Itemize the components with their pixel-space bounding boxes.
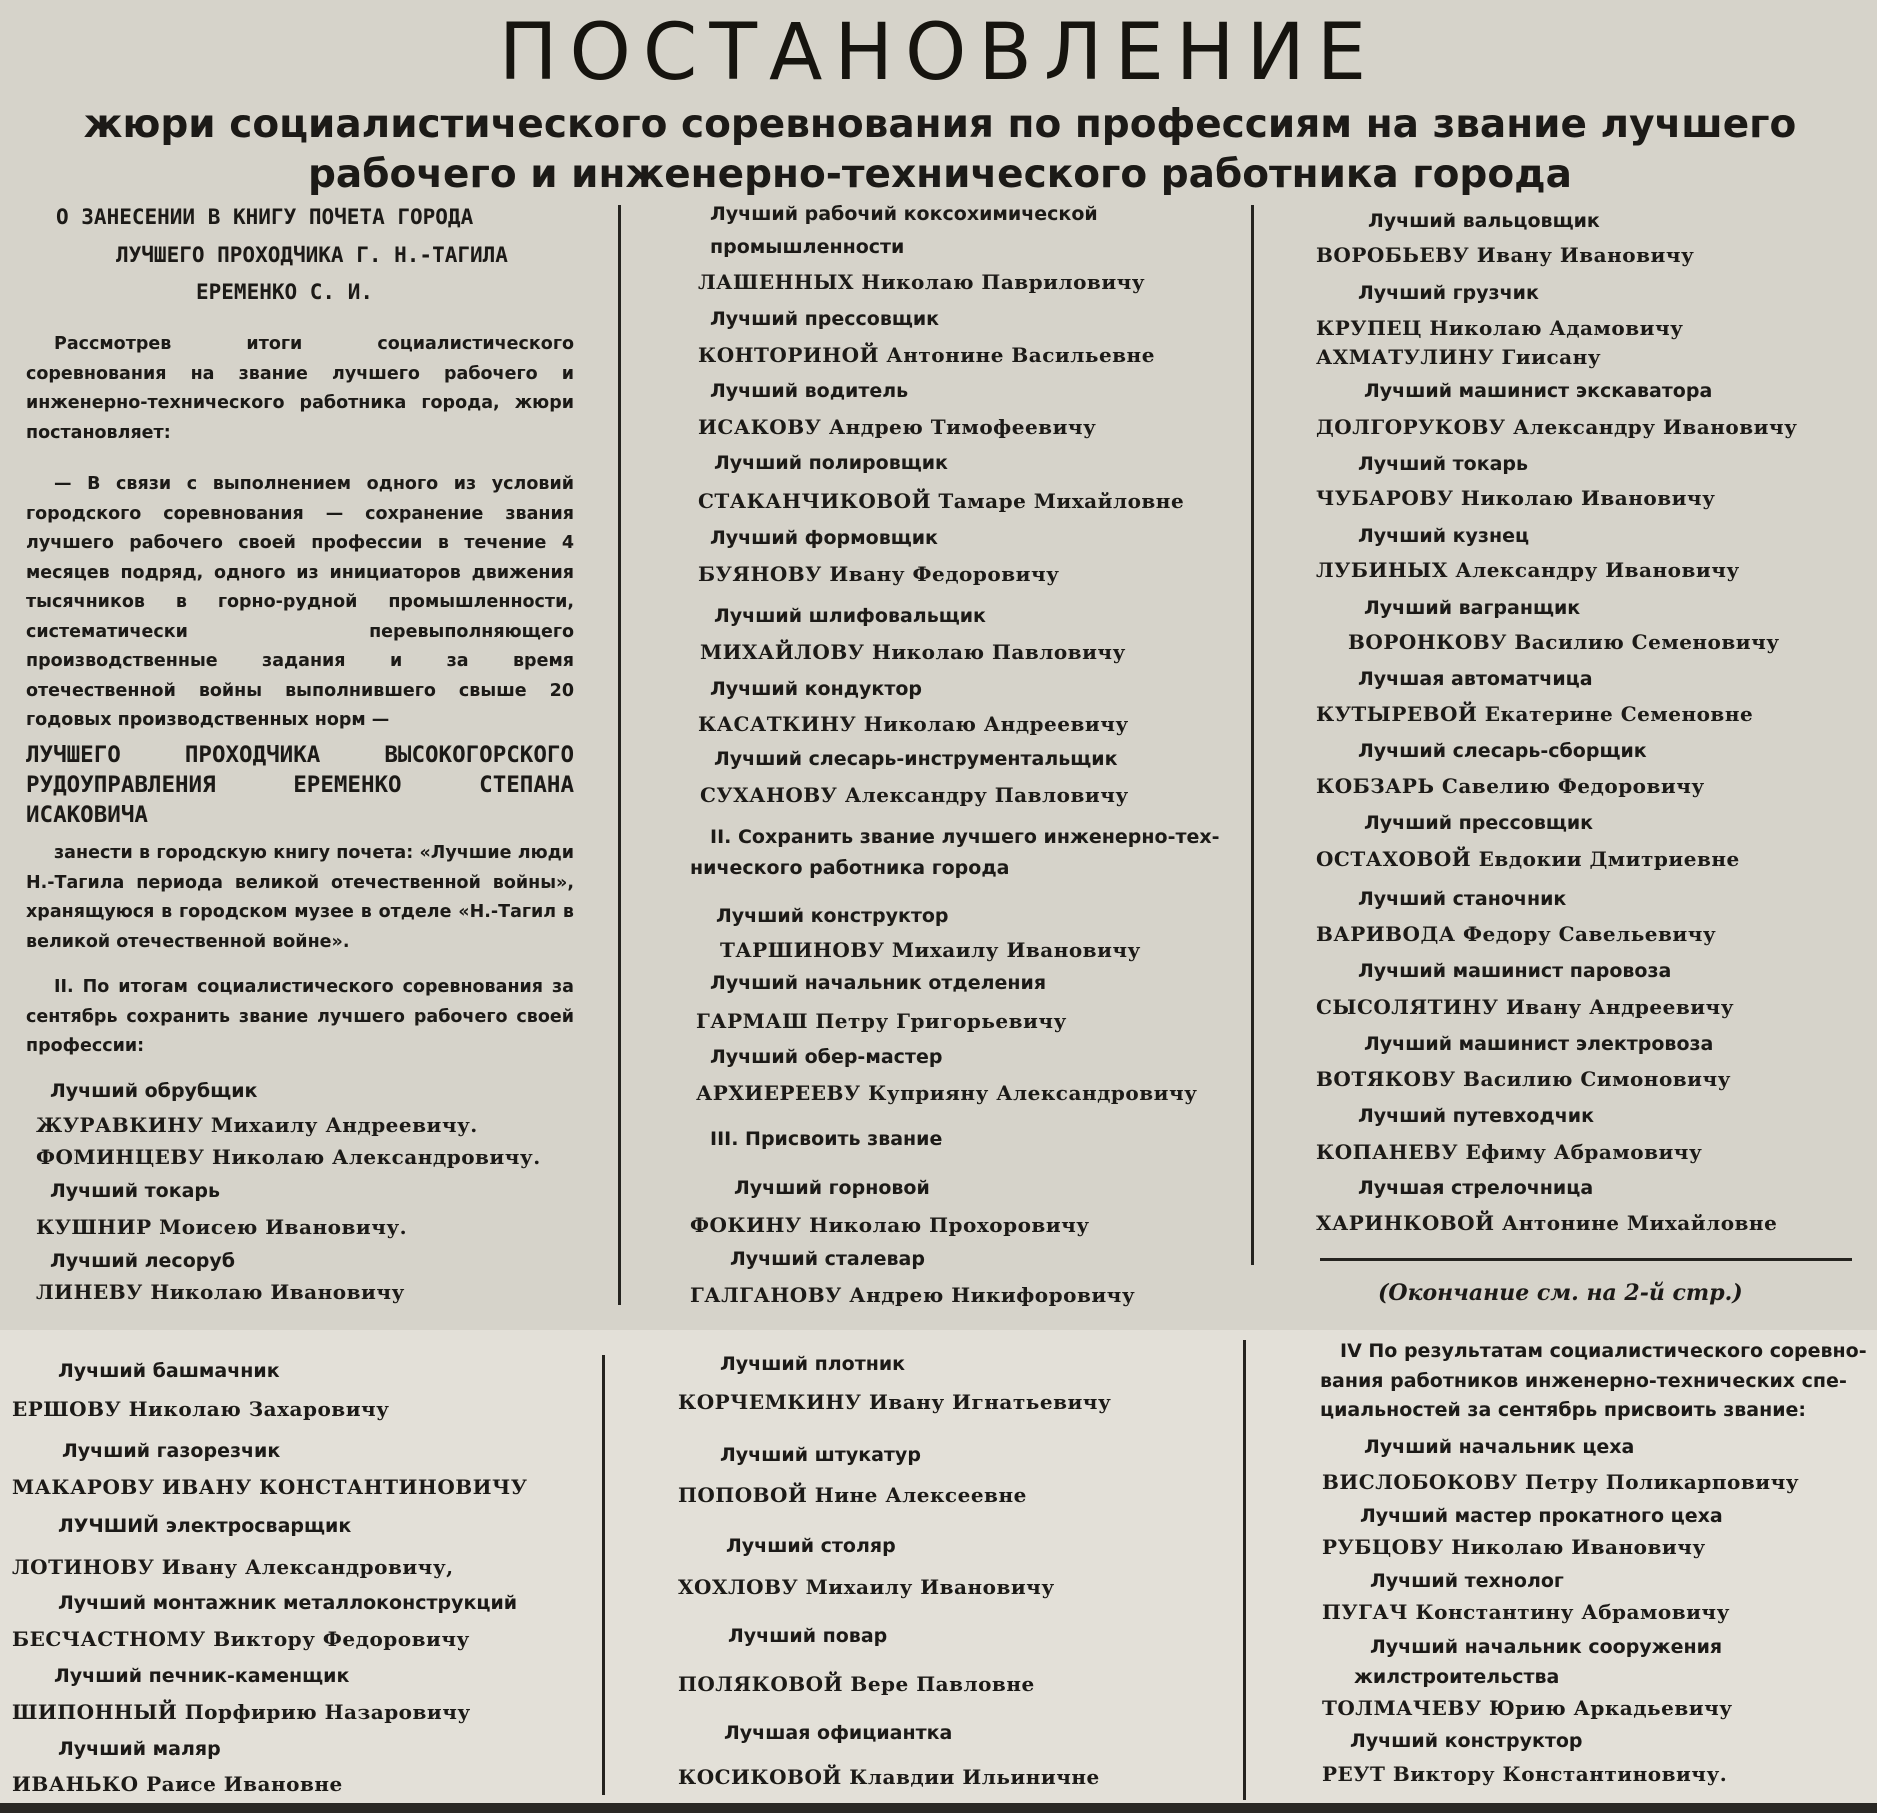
section-heading: III. Присвоить звание xyxy=(710,1128,943,1150)
profession-label: Лучший башмачник xyxy=(58,1360,280,1382)
bottom-edge xyxy=(0,1803,1877,1813)
profession-label: Лучший прессовщик xyxy=(710,308,940,330)
profession-label: Лучший кондуктор xyxy=(710,678,922,700)
person-name: АРХИЕРЕЕВУ Куприяну Александровичу xyxy=(696,1081,1198,1105)
profession-label: Лучший лесоруб xyxy=(50,1250,235,1272)
profession-label: Лучший шлифовальщик xyxy=(714,605,986,627)
profession-label: Лучший слесарь-сборщик xyxy=(1358,740,1647,762)
person-name: АХМАТУЛИНУ Гиисану xyxy=(1316,345,1602,369)
section-heading: вания работников инженерно-технических спе- xyxy=(1320,1370,1847,1392)
separator-rule xyxy=(1320,1258,1852,1261)
profession-label: Лучший монтажник металлоконструкций xyxy=(58,1592,518,1614)
profession-label: жилстроительства xyxy=(1354,1666,1560,1688)
person-name: ГАЛГАНОВУ Андрею Никифоровичу xyxy=(690,1283,1136,1307)
person-name: МАКАРОВУ ИВАНУ КОНСТАНТИНОВИЧУ xyxy=(12,1475,528,1499)
section-heading: ЕРЕМЕНКО С. И. xyxy=(196,280,374,304)
person-name: ФОМИНЦЕВУ Николаю Александровичу. xyxy=(36,1145,541,1169)
person-name: ИСАКОВУ Андрею Тимофеевичу xyxy=(698,415,1097,439)
paragraph: — В связи с выполнением одного из условий городского соревнования — сохранение звания лучшего рабочего своей профессии в течение 4 месяцев подряд, одного из инициаторов движения тысячников в горно-рудной промышленности, систематически перевыполняющего производственные задания и за время отечественной войны выполнившего свыше 20 годовых производственных норм — xyxy=(26,474,574,730)
person-name: РЕУТ Виктору Константиновичу. xyxy=(1322,1762,1728,1786)
person-name: ЧУБАРОВУ Николаю Ивановичу xyxy=(1316,486,1716,510)
profession-label: Лучшая автоматчица xyxy=(1358,668,1593,690)
page-title: ПОСТАНОВЛЕНИЕ xyxy=(498,8,1379,98)
person-name: КОРЧЕМКИНУ Ивану Игнатьевичу xyxy=(678,1390,1112,1414)
person-name: ХАРИНКОВОЙ Антонине Михайловне xyxy=(1316,1211,1778,1235)
profession-label: Лучшая официантка xyxy=(724,1722,953,1744)
paragraph: Рассмотрев итоги социалистического соревнования на звание лучшего рабочего и инженерно-технического работника города, жюри постановляет: xyxy=(26,334,574,443)
person-name: КАСАТКИНУ Николаю Андреевичу xyxy=(698,712,1129,736)
profession-label: ЛУЧШИЙ электросварщик xyxy=(58,1515,352,1537)
person-name: КОНТОРИНОЙ Антонине Васильевне xyxy=(698,343,1155,367)
profession-label: Лучший конструктор xyxy=(1350,1730,1583,1752)
section-heading: II. Сохранить звание лучшего инженерно-тех- xyxy=(710,826,1220,848)
profession-label: Лучший технолог xyxy=(1370,1570,1564,1592)
person-name: КРУПЕЦ Николаю Адамовичу xyxy=(1316,316,1684,340)
column-divider xyxy=(602,1355,605,1795)
paragraph-emphasis: ЛУЧШЕГО ПРОХОДЧИКА ВЫСОКОГОРСКОГО РУДОУПРАВЛЕНИЯ ЕРЕМЕНКО СТЕПАНА ИСАКОВИЧА xyxy=(26,742,574,828)
person-name: ЖУРАВКИНУ Михаилу Андреевичу. xyxy=(36,1113,478,1137)
person-name: КОБЗАРЬ Савелию Федоровичу xyxy=(1316,774,1705,798)
profession-label: Лучший начальник отделения xyxy=(710,972,1047,994)
profession-label: Лучший обер-мастер xyxy=(710,1046,943,1068)
person-name: ШИПОННЫЙ Порфирию Назаровичу xyxy=(12,1700,471,1724)
person-name: ПУГАЧ Константину Абрамовичу xyxy=(1322,1600,1730,1624)
profession-label: Лучший конструктор xyxy=(716,905,949,927)
section-heading: циальностей за сентябрь присвоить звание: xyxy=(1320,1399,1807,1421)
profession-label: Лучший токарь xyxy=(1358,453,1529,475)
profession-label: Лучший мастер прокатного цеха xyxy=(1360,1505,1723,1527)
profession-label: Лучший вальцовщик xyxy=(1368,210,1600,232)
profession-label: промышленности xyxy=(710,236,905,258)
profession-label: Лучший слесарь-инструментальщик xyxy=(714,748,1118,770)
profession-label: Лучший прессовщик xyxy=(1364,812,1594,834)
continuation-note: (Окончание см. на 2-й стр.) xyxy=(1378,1280,1743,1306)
person-name: СУХАНОВУ Александру Павловичу xyxy=(700,783,1129,807)
profession-label: Лучший машинист паровоза xyxy=(1358,960,1672,982)
person-name: ВОРОБЬЕВУ Ивану Ивановичу xyxy=(1316,243,1695,267)
profession-label: Лучший кузнец xyxy=(1358,525,1530,547)
section-heading: IV По результатам социалистического соревно- xyxy=(1340,1340,1867,1362)
profession-label: Лучший вагранщик xyxy=(1364,597,1581,619)
person-name: ВОРОНКОВУ Василию Семеновичу xyxy=(1348,630,1780,654)
person-name: ЕРШОВУ Николаю Захаровичу xyxy=(12,1397,390,1421)
profession-label: Лучший столяр xyxy=(726,1535,896,1557)
profession-label: Лучший обрубщик xyxy=(50,1080,258,1102)
person-name: ЛОТИНОВУ Ивану Александровичу, xyxy=(12,1555,454,1579)
profession-label: Лучший маляр xyxy=(58,1738,221,1760)
person-name: ФОКИНУ Николаю Прохоровичу xyxy=(690,1213,1090,1237)
paragraph: II. По итогам социалистического соревнования за сентябрь сохранить звание лучшего рабочего своей профессии: xyxy=(26,977,574,1056)
person-name: КУШНИР Моисею Ивановичу. xyxy=(36,1215,408,1239)
person-name: ЛУБИНЫХ Александру Ивановичу xyxy=(1316,558,1740,582)
person-name: КУТЫРЕВОЙ Екатерине Семеновне xyxy=(1316,702,1754,726)
person-name: БЕСЧАСТНОМУ Виктору Федоровичу xyxy=(12,1627,470,1651)
profession-label: Лучший штукатур xyxy=(720,1444,921,1466)
paragraph: занести в городскую книгу почета: «Лучшие люди Н.-Тагила периода великой отечественной войны», хранящуюся в городском музее в отделе «Н.-Тагил в великой отечественной войне». xyxy=(26,843,574,952)
profession-label: Лучший водитель xyxy=(710,380,909,402)
person-name: ВОТЯКОВУ Василию Симоновичу xyxy=(1316,1067,1731,1091)
profession-label: Лучший токарь xyxy=(50,1180,221,1202)
profession-label: Лучший машинист экскаватора xyxy=(1364,380,1713,402)
column-divider xyxy=(1243,1340,1246,1800)
profession-label: Лучший станочник xyxy=(1358,888,1567,910)
profession-label: Лучший плотник xyxy=(720,1353,906,1375)
person-name: ЛАШЕННЫХ Николаю Павриловичу xyxy=(698,270,1146,294)
profession-label: Лучший начальник сооружения xyxy=(1370,1636,1723,1658)
section-heading: ЛУЧШЕГО ПРОХОДЧИКА Г. Н.-ТАГИЛА xyxy=(116,243,508,267)
person-name: СЫСОЛЯТИНУ Ивану Андреевичу xyxy=(1316,995,1735,1019)
person-name: ХОХЛОВУ Михаилу Ивановичу xyxy=(678,1575,1055,1599)
column-divider xyxy=(1251,205,1254,1265)
person-name: МИХАЙЛОВУ Николаю Павловичу xyxy=(700,640,1126,664)
profession-label: Лучший повар xyxy=(728,1625,888,1647)
person-name: БУЯНОВУ Ивану Федоровичу xyxy=(698,562,1060,586)
profession-label: Лучший полировщик xyxy=(714,452,948,474)
person-name: ОСТАХОВОЙ Евдокии Дмитриевне xyxy=(1316,847,1740,871)
profession-label: Лучший горновой xyxy=(734,1177,930,1199)
person-name: ТОЛМАЧЕВУ Юрию Аркадьевичу xyxy=(1322,1696,1733,1720)
profession-label: Лучший путевходчик xyxy=(1358,1105,1594,1127)
person-name: КОСИКОВОЙ Клавдии Ильиничне xyxy=(678,1765,1100,1789)
person-name: ПОЛЯКОВОЙ Вере Павловне xyxy=(678,1672,1035,1696)
person-name: СТАКАНЧИКОВОЙ Тамаре Михайловне xyxy=(698,489,1185,513)
person-name: ПОПОВОЙ Нине Алексеевне xyxy=(678,1483,1027,1507)
person-name: ДОЛГОРУКОВУ Александру Ивановичу xyxy=(1316,415,1798,439)
person-name: ВАРИВОДА Федору Савельевичу xyxy=(1316,922,1717,946)
person-name: ИВАНЬКО Раисе Ивановне xyxy=(12,1772,343,1796)
profession-label: Лучший рабочий коксохимической xyxy=(710,203,1098,225)
profession-label: Лучший сталевар xyxy=(730,1248,925,1270)
person-name: РУБЦОВУ Николаю Ивановичу xyxy=(1322,1535,1706,1559)
section-heading: нического работника города xyxy=(690,857,1010,879)
column-divider xyxy=(618,205,621,1305)
profession-label: Лучший грузчик xyxy=(1358,282,1539,304)
profession-label: Лучший формовщик xyxy=(710,527,938,549)
person-name: ВИСЛОБОКОВУ Петру Поликарповичу xyxy=(1322,1470,1800,1494)
profession-label: Лучший печник-каменщик xyxy=(54,1665,350,1687)
section-heading: О ЗАНЕСЕНИИ В КНИГУ ПОЧЕТА ГОРОДА xyxy=(56,205,474,229)
subtitle-line: жюри социалистического соревнования по профессиям на звание лучшего xyxy=(83,102,1797,147)
profession-label: Лучший начальник цеха xyxy=(1364,1436,1635,1458)
person-name: ТАРШИНОВУ Михаилу Ивановичу xyxy=(720,938,1141,962)
subtitle-line: рабочего и инженерно-технического работника города xyxy=(308,152,1572,197)
profession-label: Лучший газорезчик xyxy=(62,1440,281,1462)
person-name: ГАРМАШ Петру Григорьевичу xyxy=(696,1009,1067,1033)
person-name: КОПАНЕВУ Ефиму Абрамовичу xyxy=(1316,1140,1703,1164)
profession-label: Лучший машинист электровоза xyxy=(1364,1033,1714,1055)
page-subtitle xyxy=(30,100,1850,200)
person-name: ЛИНЕВУ Николаю Ивановичу xyxy=(36,1280,405,1304)
profession-label: Лучшая стрелочница xyxy=(1358,1177,1594,1199)
